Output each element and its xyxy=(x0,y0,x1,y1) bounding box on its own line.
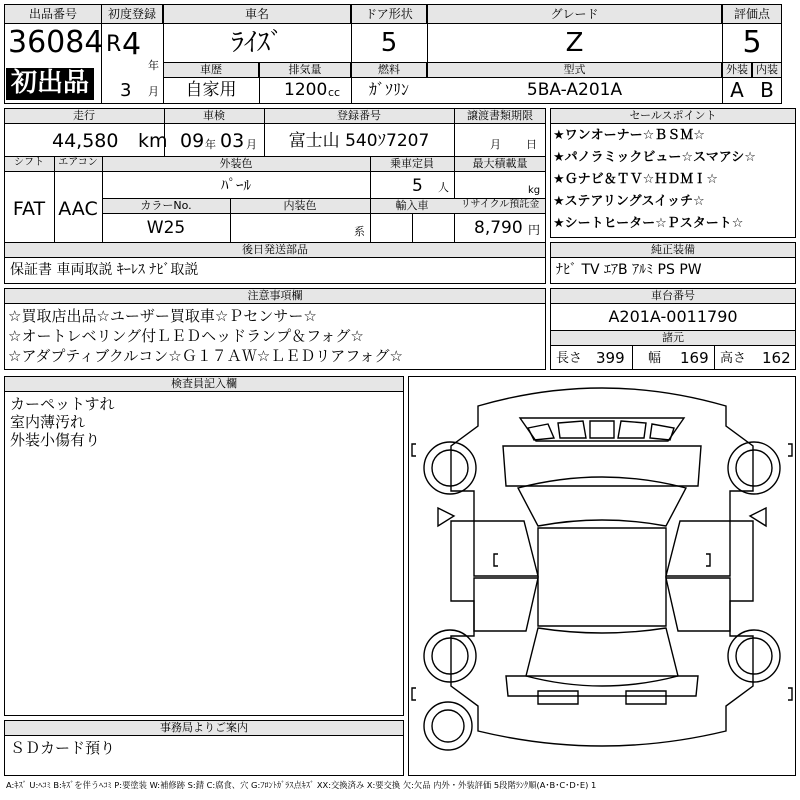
recycle-unit: 円 xyxy=(528,223,541,237)
fuel-value: ｶﾞｿﾘﾝ xyxy=(368,80,409,99)
inspector-line: 室内薄汚れ xyxy=(10,413,86,431)
parts-label: 後日発送部品 xyxy=(242,243,308,256)
aircon-label: エアコン xyxy=(58,157,98,168)
dims-height-label: 高さ xyxy=(720,351,747,366)
sales-point: ★Ｇナビ＆ＴＶ☆ＨＤＭＩ☆ xyxy=(553,172,718,187)
ext-color-value: ﾊﾟｰﾙ xyxy=(220,176,251,194)
grade-value: Z xyxy=(565,28,584,58)
ext-color-label: 外装色 xyxy=(219,157,253,170)
history-value: 自家用 xyxy=(185,80,237,100)
plate-label: 登録番号 xyxy=(337,109,381,122)
lot-label: 出品番号 xyxy=(28,7,77,21)
dims-width-label: 幅 xyxy=(648,351,662,366)
dims-label: 諸元 xyxy=(662,331,684,344)
score-value: 5 xyxy=(742,25,762,60)
sales-point: ★シートヒーター☆Ｐスタート☆ xyxy=(553,216,744,231)
dims-length-label: 長さ xyxy=(556,351,583,366)
history-label: 車歴 xyxy=(200,63,222,76)
color-no-value: W25 xyxy=(146,218,186,238)
office-value: ＳＤカード預り xyxy=(10,739,116,757)
inspection-label: 車検 xyxy=(203,109,225,122)
first-reg-era: R xyxy=(106,32,122,57)
max-load-unit: kg xyxy=(528,185,541,196)
capacity-label: 乗車定員 xyxy=(390,157,434,170)
capacity-value: 5 xyxy=(412,176,423,196)
inspection-month: 03 xyxy=(220,130,245,152)
inspection-month-unit: 月 xyxy=(246,138,257,151)
transfer-label: 譲渡書類期限 xyxy=(467,109,533,122)
equipment-value: ﾅﾋﾞ TV ｴｱB ｱﾙﾐ PS PW xyxy=(556,262,702,278)
grade-label: グレード xyxy=(550,7,599,21)
sales-points-label: セールスポイント xyxy=(629,109,717,122)
displacement-label: 排気量 xyxy=(288,63,322,76)
equipment-label: 純正装備 xyxy=(651,243,695,256)
shift-value: FAT xyxy=(12,198,46,220)
sales-point: ★ステアリングスイッチ☆ xyxy=(553,194,705,209)
capacity-unit: 人 xyxy=(438,181,449,194)
dims-width: 169 xyxy=(680,349,709,367)
chassis-value: A201A-0011790 xyxy=(608,307,738,326)
dims-length: 399 xyxy=(596,349,625,367)
inspection-year-unit: 年 xyxy=(205,138,216,151)
recycle-value: 8,790 xyxy=(474,218,523,238)
dims-height: 162 xyxy=(762,349,791,367)
inspector-line: 外装小傷有り xyxy=(10,431,101,449)
mileage-label: 走行 xyxy=(73,109,95,122)
transfer-day-unit: 日 xyxy=(526,138,537,151)
note-line: ☆アダプティブクルコン☆Ｇ１７ＡＷ☆ＬＥＤリアフォグ☆ xyxy=(8,347,403,365)
model-label: 車名 xyxy=(244,7,269,21)
office-label: 事務局よりご案内 xyxy=(160,721,248,734)
recycle-label: リサイクル預託金 xyxy=(460,199,540,210)
shift-label: シフト xyxy=(14,157,44,168)
notes-label: 注意事項欄 xyxy=(247,289,303,302)
inspector-line: カーペットすれ xyxy=(10,395,115,413)
model-name: ﾗｲｽﾞ xyxy=(230,28,283,58)
int-color-label: 内装色 xyxy=(283,199,317,212)
score-ext-label: 外装 xyxy=(726,63,748,76)
score-int-label: 内装 xyxy=(756,63,778,76)
transfer-month-unit: 月 xyxy=(490,138,501,151)
first-reg-year: 4 xyxy=(122,27,142,62)
color-no-label: カラーNo. xyxy=(140,199,192,212)
mileage-value: 44,580 xyxy=(52,130,119,152)
parts-value: 保証書 車両取説 ｷｰﾚｽ ﾅﾋﾞ取説 xyxy=(10,262,199,278)
score-ext: A xyxy=(730,78,744,102)
max-load-label: 最大積載量 xyxy=(472,157,528,170)
model-code-label: 型式 xyxy=(563,63,586,76)
first-reg-label: 初度登録 xyxy=(107,7,156,21)
first-reg-month-unit: 月 xyxy=(148,85,159,98)
mileage-unit: km xyxy=(138,130,168,152)
model-code-value: 5BA-A201A xyxy=(526,80,623,100)
legend-text: A:ｷｽﾞ U:ﾍｺﾐ B:ｷｽﾞを伴うﾍｺﾐ P:要塗装 W:補修跡 S:錆 C:腐食、穴 G:ﾌﾛﾝﾄｶﾞﾗｽ点ｷｽﾞ XX:交換済み X:要交換 欠:欠品 内外・外装評価 5段階ﾗﾝｸ順(A･B･C･D･E) 1 xyxy=(6,780,597,790)
sales-point: ★ワンオーナー☆ＢＳＭ☆ xyxy=(553,128,705,143)
inspection-year: 09 xyxy=(180,130,205,152)
doors-value: 5 xyxy=(380,28,398,58)
displacement-value: 1200 xyxy=(284,80,328,100)
note-line: ☆オートレベリング付ＬＥＤヘッドランプ＆フォグ☆ xyxy=(8,327,364,345)
first-listing-badge-text: 初出品 xyxy=(10,68,89,98)
plate-value: 富士山 540ｿ7207 xyxy=(288,131,430,151)
chassis-label: 車台番号 xyxy=(651,289,695,302)
score-int: B xyxy=(760,78,774,102)
import-label: 輸入車 xyxy=(395,199,429,212)
car-body-diagram xyxy=(408,376,796,776)
displacement-unit: cc xyxy=(328,86,341,99)
sales-point: ★パノラミックビュー☆スマアシ☆ xyxy=(553,150,756,165)
doors-label: ドア形状 xyxy=(365,7,413,21)
fuel-label: 燃料 xyxy=(378,63,400,76)
int-color-suffix: 系 xyxy=(354,225,365,238)
first-reg-month: 3 xyxy=(120,80,132,101)
note-line: ☆買取店出品☆ユーザー買取車☆Ｐセンサー☆ xyxy=(8,307,317,325)
inspector-label: 検査員記入欄 xyxy=(171,377,237,390)
first-reg-year-unit: 年 xyxy=(148,59,159,72)
aircon-value: AAC xyxy=(58,198,98,220)
lot-number: 36084 xyxy=(8,25,104,60)
score-label: 評価点 xyxy=(733,7,770,21)
